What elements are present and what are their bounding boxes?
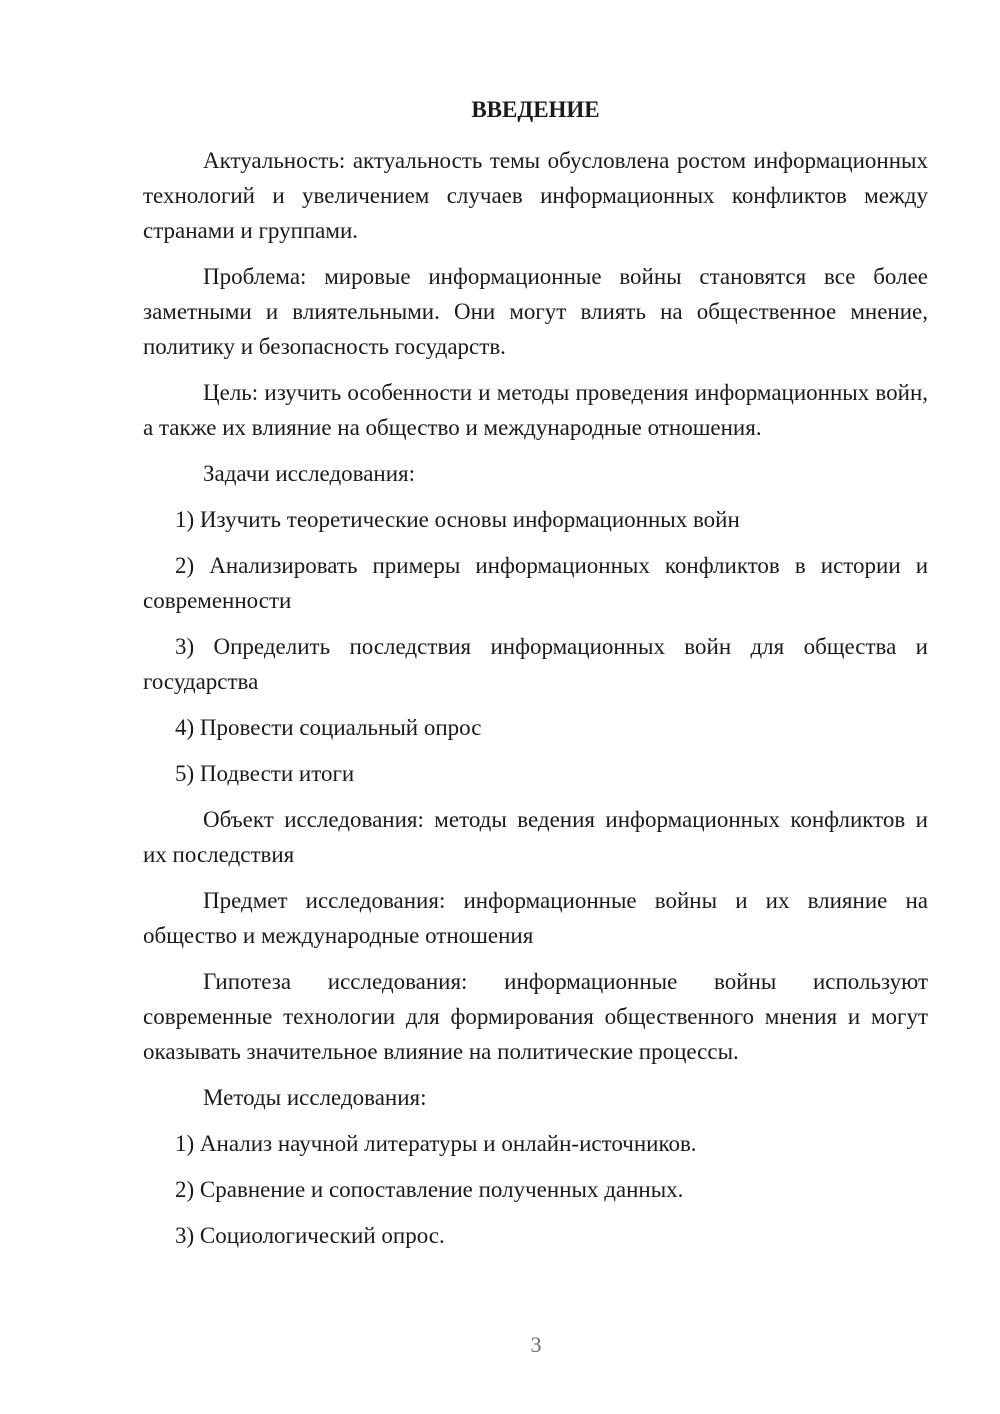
paragraph-problem: Проблема: мировые информационные войны становятся все более заметными и влиятельными. Они могут влиять на общественное мнение, политику и безопасность государств. [143,264,928,359]
paragraph-goal: Цель: изучить особенности и методы проведения информационных войн, а также их влияние на общество и международные отношения. [143,380,928,440]
tasks-heading: Задачи исследования: [203,461,416,486]
task-item: 3) Определить последствия информационных войн для общества и государства [143,634,928,694]
method-item: 1) Анализ научной литературы и онлайн-источников. [175,1131,697,1156]
page-title: ВВЕДЕНИЕ [471,97,600,122]
paragraph-subject: Предмет исследования: информационные войны и их влияние на общество и международные отношения [143,888,928,948]
method-item: 2) Сравнение и сопоставление полученных данных. [175,1177,684,1202]
task-item: 1) Изучить теоретические основы информационных войн [175,507,740,532]
page-number: 3 [530,1332,542,1357]
page-content [143,92,928,1264]
task-item: 4) Провести социальный опрос [175,715,482,740]
methods-heading: Методы исследования: [203,1085,427,1110]
task-item: 5) Подвести итоги [175,761,355,786]
paragraph-relevance: Актуальность: актуальность темы обусловлена ростом информационных технологий и увеличением случаев информационных конфликтов между странами и группами. [143,148,928,243]
paragraph-hypothesis: Гипотеза исследования: информационные войны используют современные технологии для формирования общественного мнения и могут оказывать значительное влияние на политические процессы. [143,969,928,1064]
task-item: 2) Анализировать примеры информационных конфликтов в истории и современности [143,553,928,613]
paragraph-object: Объект исследования: методы ведения информационных конфликтов и их последствия [143,807,928,867]
method-item: 3) Социологический опрос. [175,1223,445,1248]
